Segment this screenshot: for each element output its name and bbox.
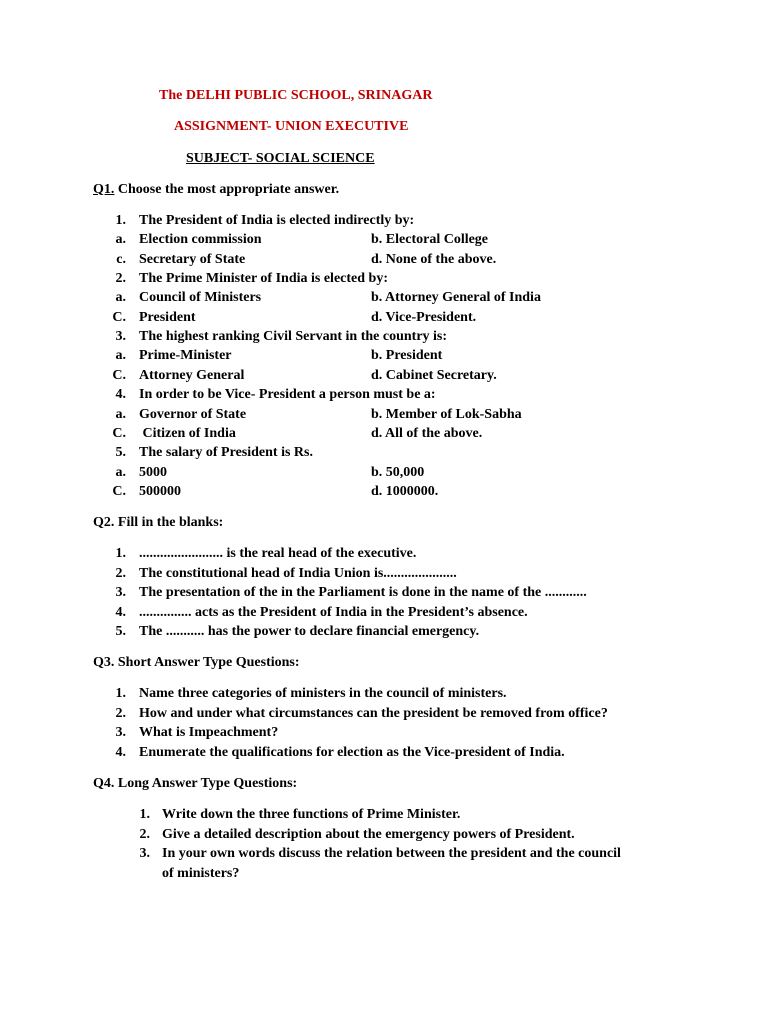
school-name: The DELHI PUBLIC SCHOOL, SRINAGAR: [159, 88, 433, 103]
q1-option-row: [0, 232, 768, 251]
q4-question: [0, 846, 768, 865]
question-text: Name three categories of ministers in the council of ministers.: [139, 686, 507, 701]
option-letter: a.: [115, 406, 126, 422]
question-number: 2.: [115, 705, 126, 721]
assignment-title: ASSIGNMENT- UNION EXECUTIVE: [174, 119, 409, 134]
option-right: d. All of the above.: [371, 425, 483, 441]
q4-question-continued: [0, 866, 768, 885]
option-left: Governor of State: [139, 406, 247, 422]
question-text: In order to be Vice- President a person must be a:: [139, 387, 436, 403]
question-text: In your own words discuss the relation between the president and the council: [162, 846, 621, 862]
question-text: ............... acts as the President of India in the President’s absence.: [139, 604, 528, 620]
question-number: 3.: [139, 846, 150, 862]
q4-question: [0, 807, 768, 826]
question-text: The constitutional head of India Union is.....................: [139, 565, 457, 581]
option-right: b. Member of Lok-Sabha: [371, 406, 522, 422]
question-number: 3.: [115, 725, 126, 740]
option-letter: C.: [112, 483, 126, 499]
q3-question: [0, 745, 768, 764]
question-text: Write down the three functions of Prime Minister.: [162, 807, 461, 822]
option-right: d. 1000000.: [371, 483, 439, 499]
q1-option-row: [0, 368, 768, 387]
option-left: 500000: [139, 483, 181, 499]
option-left: Secretary of State: [139, 251, 246, 267]
option-right: b. 50,000: [371, 464, 425, 480]
option-right: d. Vice-President.: [371, 309, 477, 325]
option-right: d. Cabinet Secretary.: [371, 367, 497, 383]
question-number: 5.: [115, 624, 126, 639]
q1-question: [0, 387, 768, 406]
q4-question: [0, 827, 768, 846]
question-number: 5.: [115, 445, 126, 461]
question-number: 2.: [115, 271, 126, 287]
q1-option-row: [0, 426, 768, 445]
option-right: b. Attorney General of India: [371, 290, 541, 306]
question-text: The highest ranking Civil Servant in the country is:: [139, 329, 448, 345]
option-right: d. None of the above.: [371, 251, 497, 267]
question-text: Give a detailed description about the emergency powers of President.: [162, 826, 575, 842]
q3-question: [0, 686, 768, 705]
q3-question: [0, 706, 768, 725]
q1-heading: [93, 182, 339, 198]
option-left: Citizen of India: [139, 425, 236, 441]
q3-question: [0, 725, 768, 744]
question-number: 1.: [115, 213, 126, 228]
question-text: What is Impeachment?: [139, 725, 279, 740]
q1-question: [0, 329, 768, 348]
question-number: 3.: [115, 329, 126, 345]
q1-option-row: [0, 348, 768, 367]
option-letter: a.: [115, 290, 126, 306]
option-letter: C.: [112, 367, 126, 383]
question-text: How and under what circumstances can the president be removed from office?: [139, 705, 608, 721]
question-text: The salary of President is Rs.: [139, 445, 313, 461]
q2-question: [0, 546, 768, 565]
q4-heading: Q4. Long Answer Type Questions:: [93, 776, 298, 791]
question-number: 1.: [115, 686, 126, 701]
question-text: ........................ is the real head of the executive.: [139, 546, 417, 561]
q1-question: [0, 271, 768, 290]
question-text: The ........... has the power to declare financial emergency.: [139, 624, 480, 639]
question-text: Enumerate the qualifications for election as the Vice-president of India.: [139, 744, 565, 760]
question-number: 4.: [115, 744, 126, 760]
option-letter: c.: [116, 251, 126, 267]
question-number: 2.: [139, 826, 150, 842]
option-left: Prime-Minister: [139, 348, 232, 364]
question-text: The Prime Minister of India is elected by:: [139, 271, 388, 287]
q1-label: Q1.: [93, 182, 115, 197]
question-number: 3.: [115, 585, 126, 600]
question-number: 4.: [115, 604, 126, 620]
option-left: Election commission: [139, 232, 262, 248]
q1-option-row: [0, 465, 768, 484]
question-text: The President of India is elected indirectly by:: [139, 213, 415, 228]
option-left: 5000: [139, 464, 167, 480]
q3-heading: Q3. Short Answer Type Questions:: [93, 655, 300, 670]
q2-question: [0, 566, 768, 585]
q1-option-row: [0, 290, 768, 309]
option-left: Attorney General: [139, 367, 245, 383]
option-letter: C.: [112, 309, 126, 325]
q1-option-row: [0, 252, 768, 271]
option-letter: a.: [115, 232, 126, 248]
question-text: The presentation of the in the Parliament is done in the name of the ............: [139, 585, 587, 600]
q1-question: [0, 213, 768, 232]
question-number: 2.: [115, 565, 126, 581]
q2-question: [0, 585, 768, 604]
q1-option-row: [0, 310, 768, 329]
option-right: b. President: [371, 348, 443, 364]
option-right: b. Electoral College: [371, 232, 489, 248]
question-number: 1.: [139, 807, 150, 822]
q1-option-row: [0, 407, 768, 426]
option-letter: a.: [115, 348, 126, 364]
subject-title: SUBJECT- SOCIAL SCIENCE: [186, 151, 375, 166]
q1-instruction: Choose the most appropriate answer.: [117, 182, 340, 197]
q1-option-row: [0, 484, 768, 503]
q1-question: [0, 445, 768, 464]
option-letter: a.: [115, 464, 126, 480]
question-number: 1.: [115, 546, 126, 561]
q2-heading: Q2. Fill in the blanks:: [93, 515, 224, 530]
option-letter: C.: [112, 425, 126, 441]
question-text-continued: of ministers?: [162, 865, 240, 881]
question-number: 4.: [115, 387, 126, 403]
option-left: Council of Ministers: [139, 290, 262, 306]
q2-question: [0, 605, 768, 624]
option-left: President: [139, 309, 196, 325]
q2-question: [0, 624, 768, 643]
